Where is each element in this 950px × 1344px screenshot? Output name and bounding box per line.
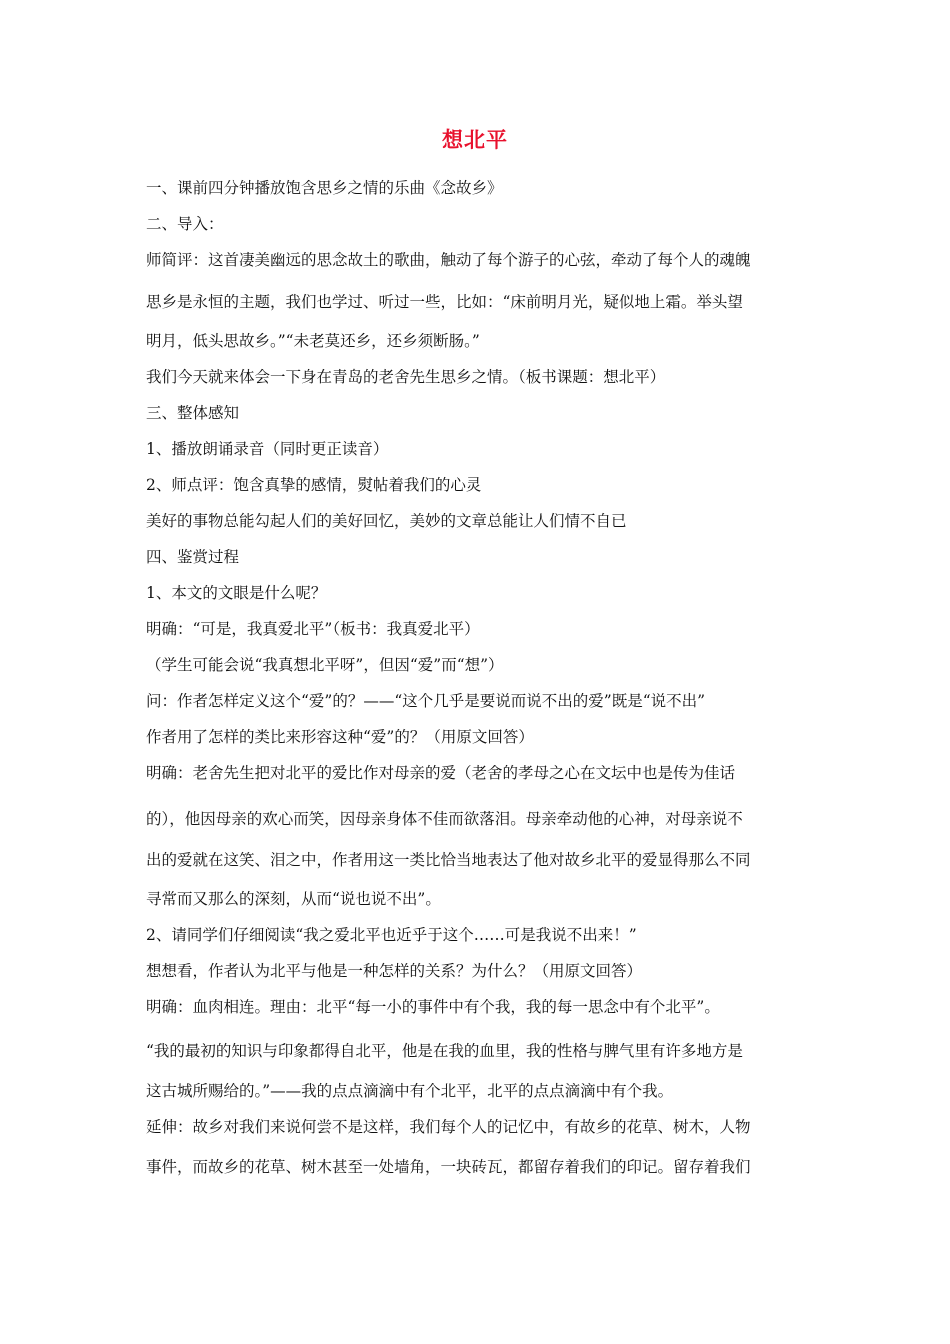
text-line: 一、课前四分钟播放饱含思乡之情的乐曲《念故乡》 <box>146 179 503 197</box>
text-line: 1、播放朗诵录音（同时更正读音） <box>146 440 389 458</box>
text-line: 思乡是永恒的主题，我们也学过、听过一些，比如：“床前明月光，疑似地上霜。举头望 <box>146 293 743 311</box>
text-line: 明确：血肉相连。理由：北平“每一小的事件中有个我，我的每一思念中有个北平”。 <box>146 998 720 1016</box>
text-line: 四、鉴赏过程 <box>146 548 240 566</box>
text-line: 明确：“可是，我真爱北平”（板书：我真爱北平） <box>146 620 480 638</box>
text-line: 2、师点评：饱含真挚的感情，熨帖着我们的心灵 <box>146 476 482 494</box>
text-line: 寻常而又那么的深刻，从而“说也说不出”。 <box>146 890 441 908</box>
text-line: 明确：老舍先生把对北平的爱比作对母亲的爱（老舍的孝母之心在文坛中也是传为佳话 <box>146 764 736 782</box>
text-line: 的），他因母亲的欢心而笑，因母亲身体不佳而欲落泪。母亲牵动他的心神，对母亲说不 <box>146 810 743 828</box>
text-line: 事件，而故乡的花草、树木甚至一处墙角，一块砖瓦，都留存着我们的印记。留存着我们 <box>146 1158 751 1176</box>
text-line: 1、本文的文眼是什么呢？ <box>146 584 327 602</box>
text-line: 出的爱就在这笑、泪之中，作者用这一类比恰当地表达了他对故乡北平的爱显得那么不同 <box>146 851 751 869</box>
page-title: 想北平 <box>442 127 508 152</box>
text-line: 想想看，作者认为北平与他是一种怎样的关系？为什么？（用原文回答） <box>146 962 643 980</box>
text-line: 2、请同学们仔细阅读“我之爱北平也近乎于这个……可是我说不出来！” <box>146 926 637 944</box>
text-line: （学生可能会说“我真想北平呀”，但因“爱”而“想”） <box>146 656 504 674</box>
text-line: 作者用了怎样的类比来形容这种“爱”的？（用原文回答） <box>146 728 534 746</box>
text-line: 三、整体感知 <box>146 404 240 422</box>
text-line: 师简评：这首凄美幽远的思念故土的歌曲，触动了每个游子的心弦，牵动了每个人的魂魄 <box>146 251 751 269</box>
text-line: 延伸：故乡对我们来说何尝不是这样，我们每个人的记忆中，有故乡的花草、树木，人物 <box>146 1118 751 1136</box>
text-line: “我的最初的知识与印象都得自北平，他是在我的血里，我的性格与脾气里有许多地方是 <box>146 1042 743 1060</box>
text-line: 明月，低头思故乡。”“未老莫还乡，还乡须断肠。” <box>146 332 480 350</box>
text-line: 这古城所赐给的。”——我的点点滴滴中有个北平，北平的点点滴滴中有个我。 <box>146 1082 674 1100</box>
text-line: 美好的事物总能勾起人们的美好回忆，美妙的文章总能让人们情不自已 <box>146 512 627 530</box>
text-line: 我们今天就来体会一下身在青岛的老舍先生思乡之情。（板书课题：想北平） <box>146 368 666 386</box>
text-line: 问：作者怎样定义这个“爱”的？——“这个几乎是要说而说不出的爱”既是“说不出” <box>146 692 706 710</box>
text-line: 二、导入： <box>146 215 224 233</box>
